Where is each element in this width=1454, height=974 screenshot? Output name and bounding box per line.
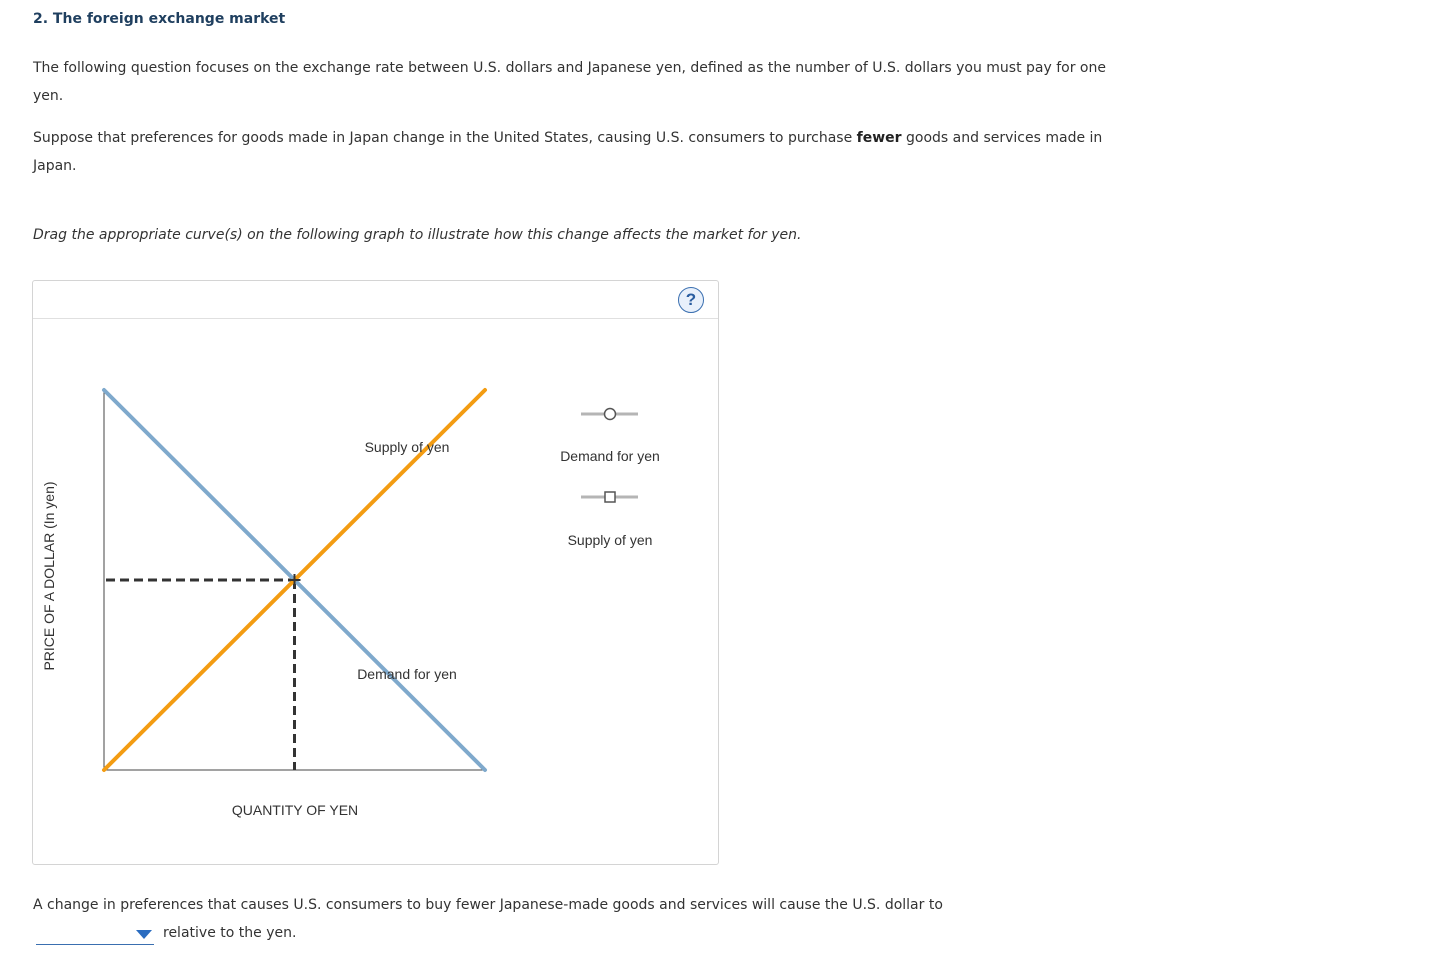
question-tail: relative to the yen. xyxy=(163,925,297,941)
x-axis-title: QUANTITY OF YEN xyxy=(231,802,359,818)
demand-curve-label: Demand for yen xyxy=(357,666,457,682)
page-title: 2. The foreign exchange market xyxy=(33,11,286,27)
palette-supply-label: Supply of yen xyxy=(567,532,653,548)
scenario-bold-word: fewer xyxy=(856,130,902,146)
scenario-paragraph xyxy=(33,124,1123,180)
graph-panel xyxy=(32,280,719,865)
y-axis-title: PRICE OF A DOLLAR (In yen) xyxy=(41,481,57,671)
square-icon xyxy=(605,492,615,502)
dollar-change-dropdown[interactable] xyxy=(36,926,154,945)
chevron-down-icon xyxy=(136,930,152,939)
instruction-text: Drag the appropriate curve(s) on the following graph to illustrate how this change affects the market for yen. xyxy=(33,227,802,243)
scenario-text-start: Suppose that preferences for goods made in Japan change in the United States, causing U.S. consumers to purchase xyxy=(33,130,857,146)
palette-demand-tool[interactable] xyxy=(581,409,638,420)
question-text: A change in preferences that causes U.S. consumers to buy fewer Japanese-made goods and services will cause the U.S. dollar to xyxy=(33,897,943,913)
help-icon[interactable]: ? xyxy=(678,287,704,313)
circle-icon xyxy=(605,409,616,420)
supply-curve-label: Supply of yen xyxy=(364,439,450,455)
intro-paragraph: The following question focuses on the exchange rate between U.S. dollars and Japanese yen, defined as the number of U.S. dollars you must pay for one yen. xyxy=(33,60,1106,104)
scenario-text-end: goods and services made in Japan. xyxy=(33,130,1103,174)
graph-svg xyxy=(33,281,718,864)
palette-demand-label: Demand for yen xyxy=(560,448,660,464)
palette-supply-tool[interactable] xyxy=(581,492,638,502)
